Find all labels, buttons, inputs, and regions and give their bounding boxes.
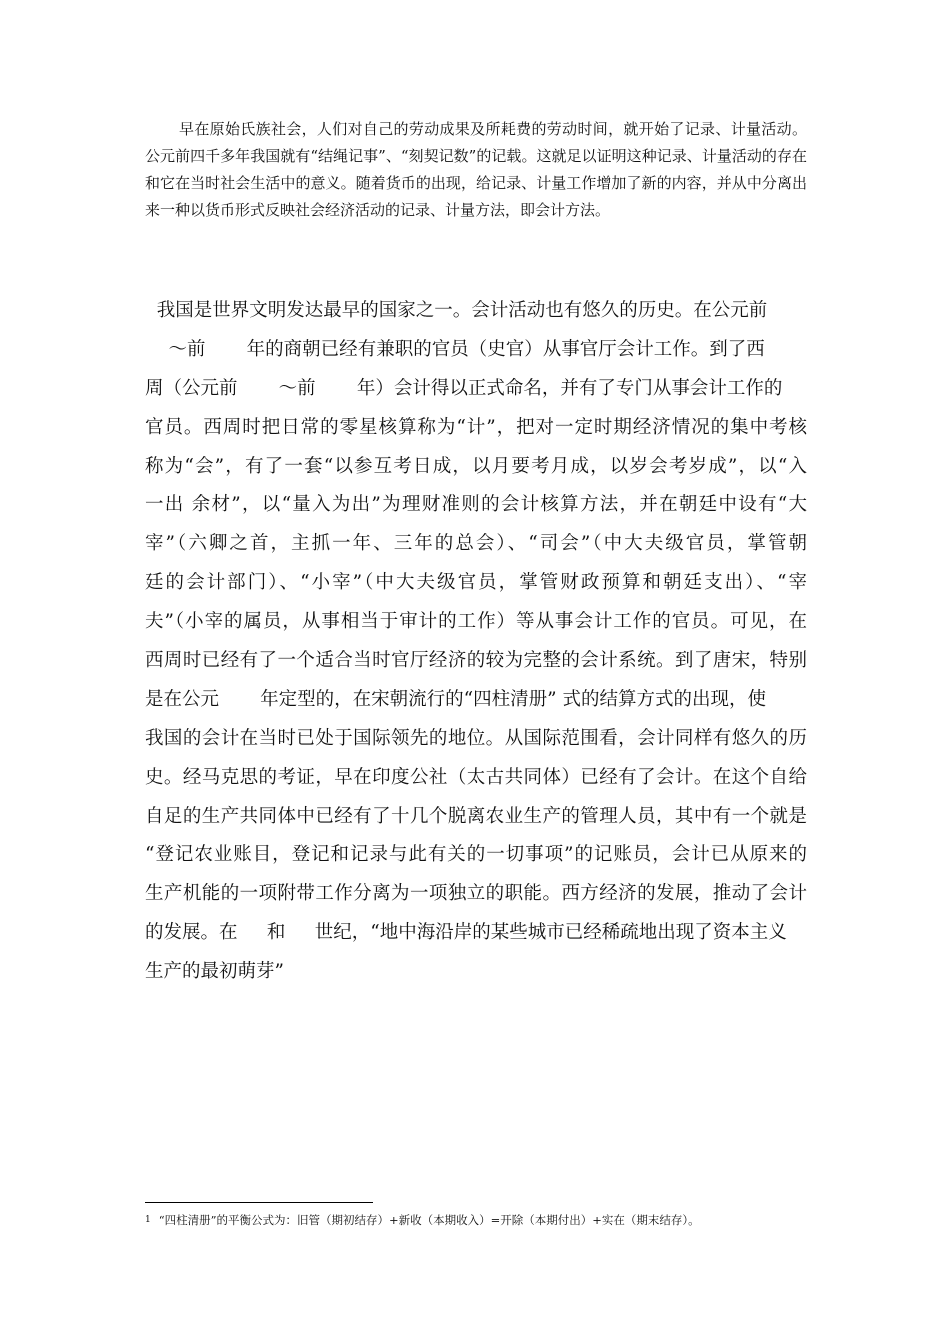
- paragraph-line: 称为“会”，有了一套“以参互考日成，以月要考月成，以岁会考岁成”，以“入: [145, 455, 807, 477]
- footnote: [145, 1211, 810, 1229]
- paragraph-line: 生产的最初萌芽”: [145, 961, 284, 983]
- paragraph-line: 周（公元前 ～前 年）会计得以正式命名，并有了专门从事会计工作的: [145, 377, 783, 399]
- paragraph-line: 的发展。在 和 世纪，“地中海沿岸的某些城市已经稀疏地出现了资本主义: [145, 922, 787, 944]
- paragraph-line: 夫”（小宰的属员，从事相当于审计的工作）等从事会计工作的官员。可见，在: [145, 611, 807, 633]
- paragraph-line: 自足的生产共同体中已经有了十几个脱离农业生产的管理人员，其中有一个就是: [145, 805, 807, 827]
- paragraph-line: 生产机能的一项附带工作分离为一项独立的职能。西方经济的发展，推动了会计: [145, 883, 807, 905]
- paragraph-line: 是在公元 年定型的，在宋朝流行的“四柱清册” 式的结算方式的出现，使: [145, 688, 766, 710]
- paragraph-line: 宰”（六卿之首，主抓一年、三年的总会）、“司会”（中大夫级官员，掌管朝: [145, 533, 807, 555]
- paragraph-line: 官员。西周时把日常的零星核算称为“计”，把对一定时期经济情况的集中考核: [145, 416, 807, 438]
- paragraph-line: 一出 余材”，以“量入为出”为理财准则的会计核算方法，并在朝廷中设有“大: [145, 494, 807, 516]
- paragraph-line: ～前 年的商朝已经有兼职的官员（史官）从事官厅会计工作。到了西: [145, 338, 765, 360]
- paragraph-line: 廷的会计部门）、“小宰”（中大夫级官员，掌管财政预算和朝廷支出）、“宰: [145, 572, 807, 594]
- footnote-separator: [145, 1202, 373, 1203]
- paragraph-line: 史。经马克思的考证，早在印度公社（太古共同体）已经有了会计。在这个自给: [145, 766, 807, 788]
- paragraph-line: 我国的会计在当时已处于国际领先的地位。从国际范围看，会计同样有悠久的历: [145, 727, 807, 749]
- paragraph-line: “登记农业账目，登记和记录与此有关的一切事项”的记账员，会计已从原来的: [145, 844, 807, 866]
- history-paragraph: [145, 292, 807, 992]
- intro-paragraph: 早在原始氏族社会，人们对自己的劳动成果及所耗费的劳动时间，就开始了记录、计量活动。公元前四千多年我国就有“结绳记事”、“刻契记数”的记载。这就足以证明这种记录、计量活动的存在和它在当时社会生活中的意义。随着货币的出现，给记录、计量工作增加了新的内容，并从中分离出来一种以货币形式反映社会经济活动的记录、计量方法，即会计方法。: [145, 120, 807, 219]
- footnote-mark: 1: [145, 1215, 151, 1225]
- footnote-text: “四柱清册”的平衡公式为：旧管（期初结存）+新收（本期收入）=开除（本期付出）+实在（期末结存）。: [158, 1213, 700, 1227]
- paragraph-line: 西周时已经有了一个适合当时官厅经济的较为完整的会计系统。到了唐宋，特别: [145, 650, 807, 672]
- paragraph-line: 我国是世界文明发达最早的国家之一。会计活动也有悠久的历史。在公元前: [145, 300, 768, 321]
